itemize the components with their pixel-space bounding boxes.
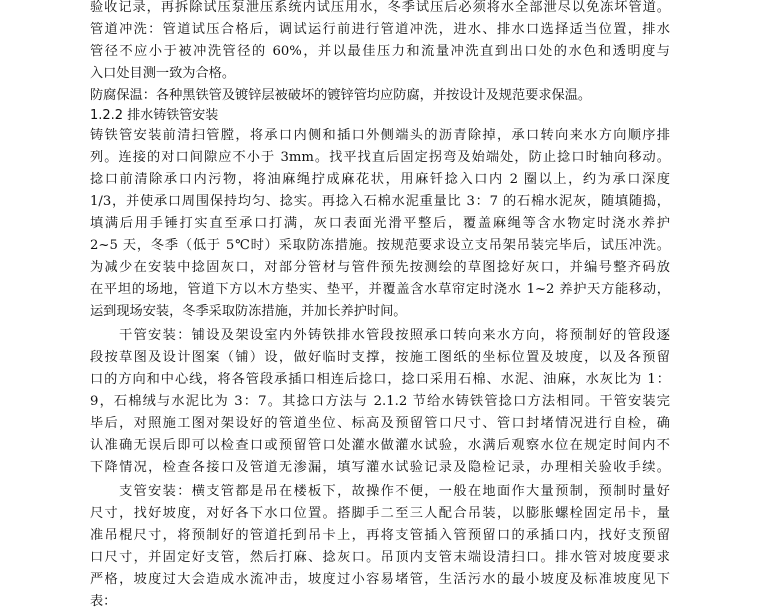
text-line: 列。连接的对口间隙应不小于 3mm。找平找直后固定拐弯及始端处，防止捻口时轴向移动。 xyxy=(90,150,670,165)
text-line: 认准确无误后即可以检查口或预留管口处灌水做灌水试验，水满后观察水位在规定时间内不 xyxy=(90,438,670,453)
text-line: 运到现场安装，冬季采取防冻措施，并加长养护时间。 xyxy=(90,304,407,319)
text-line: 干管安装：铺设及架设室内外铸铁排水管段按照承口转向来水方向，将预制好的管段逐 xyxy=(90,328,670,343)
text-line: 捻口前清除承口内污物，将油麻绳拧成麻花状，用麻钎捻入口内 2 圈以上，约为承口深度 xyxy=(90,172,670,187)
text-line: 支管安装：横支管都是吊在楼板下，故操作不便，一般在地面作大量预制，预制时量好 xyxy=(90,484,670,499)
text-line: 入口处目测一致为合格。 xyxy=(90,66,236,81)
text-line: 铸铁管安装前清扫管膛，将承口内侧和插口外侧端头的沥青除掉，承口转向来水方向顺序排 xyxy=(90,128,670,143)
text-line: 管道冲洗：管道试压合格后，调试运行前进行管道冲洗，进水、排水口选择适当位置，排水 xyxy=(90,22,670,37)
text-line: 防腐保温：各种黑铁管及镀锌层被破坏的镀锌管均应防腐，并按设计及规范要求保温。 xyxy=(90,88,592,103)
text-line: 9，石棉绒与水泥比为 3：7。其捻口方法与 2.1.2 节给水铸铁管捻口方法相同。干管安装完 xyxy=(90,394,670,409)
text-line: 验收记录，再拆除试压泵泄压系统内试压用水，冬季试压后必须将水全部泄尽以免冻坏管道。 xyxy=(90,0,670,15)
text-line: 准吊棍尺寸，将预制好的管道托到吊卡上，再将支管插入管预留口的承插口内，找好支预留 xyxy=(90,528,670,543)
text-line: 口的方向和中心线，将各管段承插口相连后捻口，捻口采用石棉、水泥、油麻，水灰比为 1： xyxy=(90,372,670,387)
text-line: 管径不应小于被冲洗管径的 60%，并以最佳压力和流量冲洗直到出口处的水色和透明度与 xyxy=(90,44,670,59)
text-line: 在平坦的场地，管道下方以木方垫实、垫平，并覆盖含水草帘定时浇水 1~2 养护天方能移动， xyxy=(90,282,670,297)
text-line: 表： xyxy=(90,594,117,609)
text-line: 2~5 天，冬季（低于 5℃时）采取防冻措施。按规范要求设立支吊架吊装完毕后，试压冲洗。 xyxy=(90,238,670,253)
text-line: 尺寸，找好坡度，对好各下水口位置。搭脚手二至三人配合吊装，以膨胀螺栓固定吊卡，量 xyxy=(90,506,670,521)
text-line: 下降情况，检查各接口及管道无渗漏，填写灌水试验记录及隐检记录，办理相关验收手续。 xyxy=(90,460,670,475)
text-line: 为减少在安装中捻固灰口，对部分管材与管件预先按测绘的草图捻好灰口，并编号整齐码放 xyxy=(90,260,670,275)
text-line: 1/3，并使承口周围保持均匀、捻实。再捻入石棉水泥重量比 3：7 的石棉水泥灰，随填随捣， xyxy=(90,194,670,209)
text-line: 段按草图及设计图案（铺）设，做好临时支撑，按施工图纸的坐标位置及坡度，以及各预留 xyxy=(90,350,670,365)
text-line: 口尺寸，并固定好支管，然后打麻、捻灰口。吊顶内支管末端设清扫口。排水管对坡度要求 xyxy=(90,550,670,565)
section-heading: 1.2.2 排水铸铁管安装 xyxy=(90,108,219,123)
text-line: 毕后，对照施工图对架设好的管道坐位、标高及预留管口尺寸、管口封堵情况进行自检，确 xyxy=(90,416,670,431)
text-line: 填满后用手锤打实直至承口打满，灰口表面光滑平整后，覆盖麻绳等含水物定时浇水养护 xyxy=(90,216,670,231)
text-line: 严格，坡度过大会造成水流冲击，坡度过小容易堵管，生活污水的最小坡度及标准坡度见下 xyxy=(90,572,670,587)
